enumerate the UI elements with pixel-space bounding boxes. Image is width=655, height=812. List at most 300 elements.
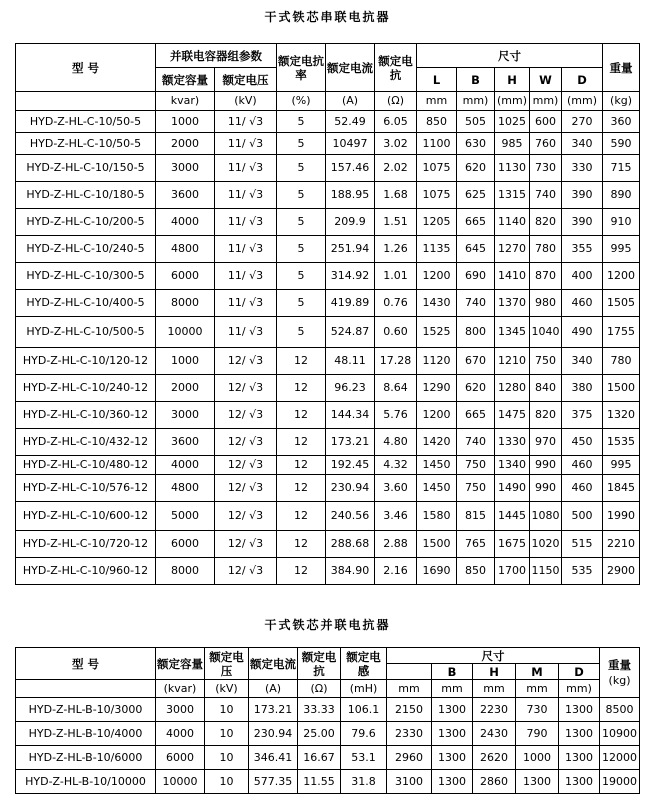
model-cell: HYD-Z-HL-B-10/3000 [16, 698, 156, 722]
value-cell: 5000 [156, 502, 215, 531]
unit-cell: (Ω) [375, 92, 417, 111]
value-cell: 985 [495, 133, 530, 155]
value-cell: 8000 [156, 558, 215, 585]
col-header-voltage-2: 额定电压 [205, 648, 249, 680]
table-row [16, 429, 640, 456]
value-cell: 16.67 [298, 746, 341, 770]
value-cell: 840 [530, 375, 562, 402]
value-cell: 419.89 [326, 290, 375, 317]
value-cell: 1580 [417, 502, 457, 531]
value-cell: 490 [562, 317, 603, 348]
col-header-group: 并联电容器组参数 [156, 44, 277, 68]
value-cell: 8500 [600, 698, 640, 722]
value-cell: 3000 [156, 402, 215, 429]
value-cell: 1200 [603, 263, 640, 290]
value-cell: 2.02 [375, 155, 417, 182]
table-row [16, 290, 640, 317]
value-cell: 1290 [417, 375, 457, 402]
value-cell: 515 [562, 531, 603, 558]
value-cell: 2150 [387, 698, 432, 722]
value-cell: 2000 [156, 375, 215, 402]
value-cell: 230.94 [249, 722, 298, 746]
value-cell: 12 [277, 429, 326, 456]
value-cell: 1845 [603, 475, 640, 502]
value-cell: 3600 [156, 182, 215, 209]
value-cell: 17.28 [375, 348, 417, 375]
model-cell: HYD-Z-HL-C-10/300-5 [16, 263, 156, 290]
units-cell-model [16, 680, 156, 698]
table-row [16, 263, 640, 290]
series-reactor-table [15, 43, 640, 585]
model-cell: HYD-Z-HL-C-10/600-12 [16, 502, 156, 531]
unit-cell: (kV) [215, 92, 277, 111]
value-cell: 2210 [603, 531, 640, 558]
table-row [16, 111, 640, 133]
value-cell: 620 [457, 155, 495, 182]
value-cell: 1150 [530, 558, 562, 585]
value-cell: 5 [277, 182, 326, 209]
model-cell: HYD-Z-HL-C-10/50-5 [16, 133, 156, 155]
value-cell: 340 [562, 133, 603, 155]
value-cell: 3000 [156, 155, 215, 182]
value-cell: 270 [562, 111, 603, 133]
table-row [16, 531, 640, 558]
table-row [16, 375, 640, 402]
value-cell: 1300 [432, 722, 473, 746]
unit-cell: (mH) [341, 680, 387, 698]
value-cell: 1025 [495, 111, 530, 133]
value-cell: 360 [603, 111, 640, 133]
value-cell: 1075 [417, 155, 457, 182]
value-cell: 625 [457, 182, 495, 209]
value-cell: 765 [457, 531, 495, 558]
value-cell: 1.26 [375, 236, 417, 263]
value-cell: 157.46 [326, 155, 375, 182]
value-cell: 535 [562, 558, 603, 585]
value-cell: 1990 [603, 502, 640, 531]
value-cell: 1450 [417, 456, 457, 475]
value-cell: 1690 [417, 558, 457, 585]
col-header-B: B [457, 68, 495, 92]
value-cell: 2860 [473, 770, 516, 794]
unit-cell: mm [417, 92, 457, 111]
value-cell: 8000 [156, 290, 215, 317]
value-cell: 800 [457, 317, 495, 348]
value-cell: 11.55 [298, 770, 341, 794]
value-cell: 750 [457, 475, 495, 502]
value-cell: 1075 [417, 182, 457, 209]
value-cell: 850 [417, 111, 457, 133]
col-header-M-2: M [516, 664, 559, 680]
value-cell: 188.95 [326, 182, 375, 209]
value-cell: 6.05 [375, 111, 417, 133]
value-cell: 620 [457, 375, 495, 402]
value-cell: 330 [562, 155, 603, 182]
value-cell: 5.76 [375, 402, 417, 429]
value-cell: 4000 [156, 456, 215, 475]
value-cell: 1490 [495, 475, 530, 502]
value-cell: 25.00 [298, 722, 341, 746]
value-cell: 1140 [495, 209, 530, 236]
value-cell: 850 [457, 558, 495, 585]
model-cell: HYD-Z-HL-B-10/4000 [16, 722, 156, 746]
value-cell: 910 [603, 209, 640, 236]
value-cell: 10 [205, 722, 249, 746]
value-cell: 3000 [156, 698, 205, 722]
model-cell: HYD-Z-HL-C-10/400-5 [16, 290, 156, 317]
value-cell: 12 [277, 375, 326, 402]
value-cell: 1370 [495, 290, 530, 317]
value-cell: 750 [530, 348, 562, 375]
value-cell: 12/ √3 [215, 375, 277, 402]
value-cell: 380 [562, 375, 603, 402]
unit-cell: mm [432, 680, 473, 698]
unit-cell: mm) [559, 680, 600, 698]
value-cell: 0.76 [375, 290, 417, 317]
value-cell: 715 [603, 155, 640, 182]
value-cell: 1.01 [375, 263, 417, 290]
value-cell: 870 [530, 263, 562, 290]
value-cell: 1020 [530, 531, 562, 558]
value-cell: 1445 [495, 502, 530, 531]
value-cell: 10 [205, 770, 249, 794]
col-header-H-2: H [473, 664, 516, 680]
col-header-model: 型 号 [16, 44, 156, 92]
value-cell: 390 [562, 182, 603, 209]
value-cell: 10000 [156, 317, 215, 348]
value-cell: 240.56 [326, 502, 375, 531]
value-cell: 5 [277, 290, 326, 317]
value-cell: 1500 [603, 375, 640, 402]
value-cell: 11/ √3 [215, 133, 277, 155]
table-row [16, 133, 640, 155]
value-cell: 390 [562, 209, 603, 236]
value-cell: 5 [277, 317, 326, 348]
model-cell: HYD-Z-HL-C-10/240-5 [16, 236, 156, 263]
value-cell: 1205 [417, 209, 457, 236]
value-cell: 12/ √3 [215, 531, 277, 558]
value-cell: 730 [530, 155, 562, 182]
model-cell: HYD-Z-HL-B-10/6000 [16, 746, 156, 770]
col-header-D-2: D [559, 664, 600, 680]
value-cell: 5 [277, 155, 326, 182]
value-cell: 1040 [530, 317, 562, 348]
value-cell: 1430 [417, 290, 457, 317]
value-cell: 995 [603, 456, 640, 475]
value-cell: 12 [277, 558, 326, 585]
value-cell: 690 [457, 263, 495, 290]
model-cell: HYD-Z-HL-C-10/432-12 [16, 429, 156, 456]
value-cell: 0.60 [375, 317, 417, 348]
value-cell: 1535 [603, 429, 640, 456]
value-cell: 11/ √3 [215, 263, 277, 290]
model-cell: HYD-Z-HL-C-10/240-12 [16, 375, 156, 402]
value-cell: 980 [530, 290, 562, 317]
value-cell: 1300 [432, 746, 473, 770]
value-cell: 4800 [156, 236, 215, 263]
value-cell: 760 [530, 133, 562, 155]
value-cell: 4.80 [375, 429, 417, 456]
value-cell: 1300 [432, 770, 473, 794]
col-header-capacity-2: 额定容量 [156, 648, 205, 680]
value-cell: 1210 [495, 348, 530, 375]
value-cell: 1420 [417, 429, 457, 456]
value-cell: 3.60 [375, 475, 417, 502]
value-cell: 3.02 [375, 133, 417, 155]
col-header-blank-2 [387, 664, 432, 680]
value-cell: 12/ √3 [215, 475, 277, 502]
model-cell: HYD-Z-HL-C-10/576-12 [16, 475, 156, 502]
model-cell: HYD-Z-HL-C-10/960-12 [16, 558, 156, 585]
value-cell: 5 [277, 133, 326, 155]
value-cell: 1130 [495, 155, 530, 182]
model-cell: HYD-Z-HL-C-10/150-5 [16, 155, 156, 182]
value-cell: 31.8 [341, 770, 387, 794]
unit-cell: mm [387, 680, 432, 698]
value-cell: 460 [562, 290, 603, 317]
value-cell: 4.32 [375, 456, 417, 475]
value-cell: 5 [277, 111, 326, 133]
value-cell: 460 [562, 475, 603, 502]
value-cell: 1500 [417, 531, 457, 558]
value-cell: 524.87 [326, 317, 375, 348]
value-cell: 144.34 [326, 402, 375, 429]
unit-cell: (A) [249, 680, 298, 698]
col-header-size: 尺寸 [417, 44, 603, 68]
value-cell: 400 [562, 263, 603, 290]
value-cell: 6000 [156, 531, 215, 558]
value-cell: 3600 [156, 429, 215, 456]
value-cell: 11/ √3 [215, 236, 277, 263]
value-cell: 740 [457, 429, 495, 456]
value-cell: 1755 [603, 317, 640, 348]
value-cell: 750 [457, 456, 495, 475]
value-cell: 11/ √3 [215, 317, 277, 348]
value-cell: 19000 [600, 770, 640, 794]
value-cell: 1080 [530, 502, 562, 531]
table1-title: 干式铁芯串联电抗器 [264, 10, 391, 24]
value-cell: 79.6 [341, 722, 387, 746]
value-cell: 1270 [495, 236, 530, 263]
value-cell: 2330 [387, 722, 432, 746]
value-cell: 815 [457, 502, 495, 531]
col-header-current-2: 额定电流 [249, 648, 298, 680]
value-cell: 590 [603, 133, 640, 155]
value-cell: 96.23 [326, 375, 375, 402]
value-cell: 11/ √3 [215, 182, 277, 209]
value-cell: 1135 [417, 236, 457, 263]
value-cell: 6000 [156, 263, 215, 290]
value-cell: 10900 [600, 722, 640, 746]
value-cell: 12 [277, 475, 326, 502]
table-row [16, 182, 640, 209]
value-cell: 2620 [473, 746, 516, 770]
table-row [16, 348, 640, 375]
value-cell: 970 [530, 429, 562, 456]
value-cell: 1475 [495, 402, 530, 429]
table-row [16, 746, 640, 770]
value-cell: 1.68 [375, 182, 417, 209]
value-cell: 2430 [473, 722, 516, 746]
value-cell: 990 [530, 475, 562, 502]
value-cell: 12/ √3 [215, 348, 277, 375]
model-cell: HYD-Z-HL-C-10/500-5 [16, 317, 156, 348]
value-cell: 890 [603, 182, 640, 209]
table-row [16, 402, 640, 429]
value-cell: 12/ √3 [215, 456, 277, 475]
value-cell: 12/ √3 [215, 402, 277, 429]
value-cell: 820 [530, 402, 562, 429]
table-row [16, 475, 640, 502]
value-cell: 1100 [417, 133, 457, 155]
value-cell: 1.51 [375, 209, 417, 236]
value-cell: 251.94 [326, 236, 375, 263]
value-cell: 11/ √3 [215, 209, 277, 236]
col-header-W: W [530, 68, 562, 92]
value-cell: 665 [457, 209, 495, 236]
value-cell: 2960 [387, 746, 432, 770]
value-cell: 665 [457, 402, 495, 429]
value-cell: 192.45 [326, 456, 375, 475]
table-row [16, 209, 640, 236]
value-cell: 645 [457, 236, 495, 263]
value-cell: 730 [516, 698, 559, 722]
value-cell: 820 [530, 209, 562, 236]
value-cell: 1300 [559, 770, 600, 794]
value-cell: 5 [277, 236, 326, 263]
value-cell: 1280 [495, 375, 530, 402]
value-cell: 48.11 [326, 348, 375, 375]
value-cell: 500 [562, 502, 603, 531]
value-cell: 12000 [600, 746, 640, 770]
unit-cell: (Ω) [298, 680, 341, 698]
value-cell: 1200 [417, 402, 457, 429]
value-cell: 1000 [516, 746, 559, 770]
col-header-H: H [495, 68, 530, 92]
value-cell: 12/ √3 [215, 558, 277, 585]
value-cell: 10 [205, 746, 249, 770]
value-cell: 5 [277, 209, 326, 236]
value-cell: 8.64 [375, 375, 417, 402]
col-header-voltage: 额定电压 [215, 68, 277, 92]
col-header-rate: 额定电抗率 [277, 44, 326, 92]
table2-title: 干式铁芯并联电抗器 [264, 618, 391, 632]
col-header-inductance-2: 额定电感 [341, 648, 387, 680]
col-header-model-2: 型 号 [16, 648, 156, 680]
col-header-size-2: 尺寸 [387, 648, 600, 664]
value-cell: 1300 [559, 698, 600, 722]
unit-cell: (kvar) [156, 680, 205, 698]
value-cell: 450 [562, 429, 603, 456]
col-header-L: L [417, 68, 457, 92]
units-cell-model [16, 92, 156, 111]
unit-cell: (kV) [205, 680, 249, 698]
shunt-reactor-table [15, 647, 640, 794]
unit-cell: mm [473, 680, 516, 698]
model-cell: HYD-Z-HL-B-10/10000 [16, 770, 156, 794]
value-cell: 11/ √3 [215, 155, 277, 182]
value-cell: 2230 [473, 698, 516, 722]
model-cell: HYD-Z-HL-C-10/200-5 [16, 209, 156, 236]
value-cell: 1450 [417, 475, 457, 502]
value-cell: 5 [277, 263, 326, 290]
value-cell: 12/ √3 [215, 429, 277, 456]
value-cell: 173.21 [249, 698, 298, 722]
value-cell: 6000 [156, 746, 205, 770]
model-cell: HYD-Z-HL-C-10/360-12 [16, 402, 156, 429]
value-cell: 2900 [603, 558, 640, 585]
value-cell: 106.1 [341, 698, 387, 722]
value-cell: 1000 [156, 111, 215, 133]
unit-cell: (A) [326, 92, 375, 111]
value-cell: 4800 [156, 475, 215, 502]
value-cell: 10 [205, 698, 249, 722]
value-cell: 780 [603, 348, 640, 375]
value-cell: 11/ √3 [215, 111, 277, 133]
table-row [16, 770, 640, 794]
value-cell: 505 [457, 111, 495, 133]
model-cell: HYD-Z-HL-C-10/120-12 [16, 348, 156, 375]
unit-cell: (kg) [603, 92, 640, 111]
value-cell: 4000 [156, 209, 215, 236]
value-cell: 2.16 [375, 558, 417, 585]
col-header-weight: 重量 [603, 44, 640, 92]
model-cell: HYD-Z-HL-C-10/480-12 [16, 456, 156, 475]
value-cell: 1300 [559, 722, 600, 746]
value-cell: 1300 [432, 698, 473, 722]
value-cell: 600 [530, 111, 562, 133]
value-cell: 173.21 [326, 429, 375, 456]
value-cell: 740 [530, 182, 562, 209]
table-row [16, 502, 640, 531]
value-cell: 1330 [495, 429, 530, 456]
value-cell: 990 [530, 456, 562, 475]
value-cell: 1200 [417, 263, 457, 290]
value-cell: 1700 [495, 558, 530, 585]
unit-weight: (kg) [608, 673, 631, 687]
value-cell: 375 [562, 402, 603, 429]
value-cell: 12 [277, 402, 326, 429]
value-cell: 1300 [559, 746, 600, 770]
value-cell: 780 [530, 236, 562, 263]
value-cell: 346.41 [249, 746, 298, 770]
value-cell: 12 [277, 531, 326, 558]
col-header-D: D [562, 68, 603, 92]
table-row [16, 236, 640, 263]
col-header-capacity: 额定容量 [156, 68, 215, 92]
col-header-weight-2: 重量 (kg) [600, 648, 640, 698]
value-cell: 1315 [495, 182, 530, 209]
value-cell: 288.68 [326, 531, 375, 558]
value-cell: 1300 [516, 770, 559, 794]
value-cell: 52.49 [326, 111, 375, 133]
value-cell: 1320 [603, 402, 640, 429]
value-cell: 630 [457, 133, 495, 155]
value-cell: 10000 [156, 770, 205, 794]
table-row [16, 155, 640, 182]
col-header-B-2: B [432, 664, 473, 680]
value-cell: 1675 [495, 531, 530, 558]
value-cell: 1525 [417, 317, 457, 348]
unit-cell: (%) [277, 92, 326, 111]
table-row [16, 722, 640, 746]
table-row [16, 456, 640, 475]
value-cell: 1410 [495, 263, 530, 290]
table-row [16, 698, 640, 722]
value-cell: 230.94 [326, 475, 375, 502]
table-row [16, 558, 640, 585]
value-cell: 1345 [495, 317, 530, 348]
